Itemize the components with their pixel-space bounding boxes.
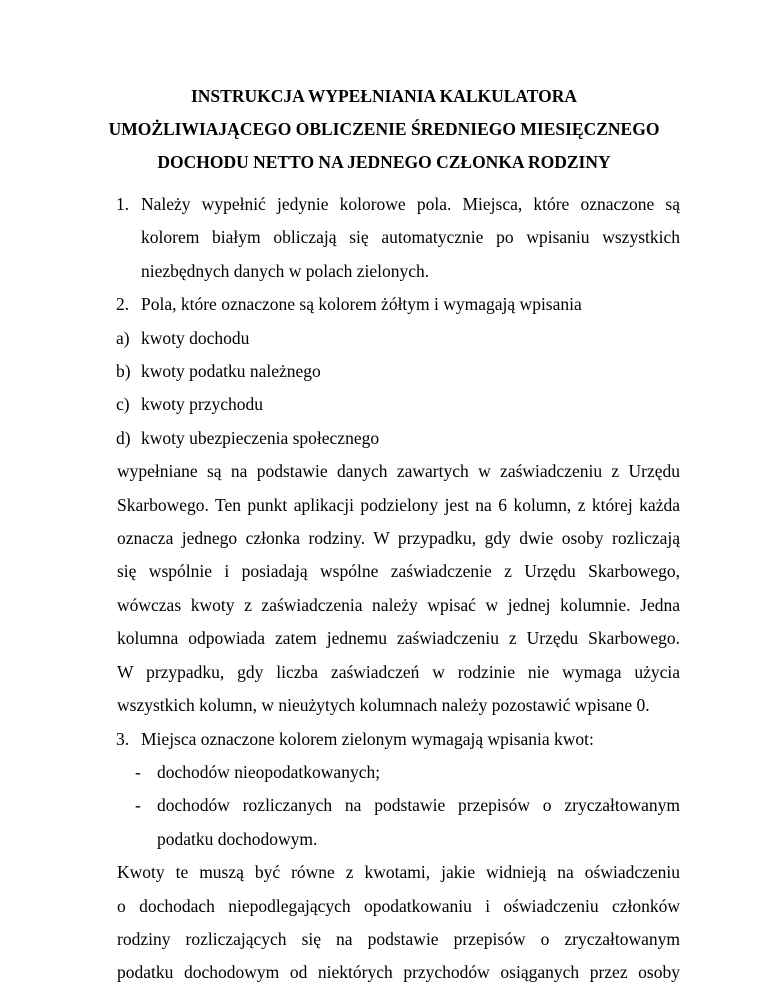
dash-marker: - (135, 761, 141, 782)
item-1-line-3: niezbędnych danych w polach zielonych. (141, 260, 430, 281)
item-number: 2. (116, 294, 130, 315)
item-3-line-1: Miejsca oznaczone kolorem zielonym wymagają wpisania kwot: (141, 728, 594, 749)
instruction-item-2 (117, 288, 680, 321)
item-number: 3. (116, 728, 130, 749)
paragraph-1-line-4: się wspólnie i posiadają wspólne zaświadczenie z Urzędu Skarbowego, (117, 561, 680, 582)
dash-marker: - (135, 795, 141, 816)
item-1-line-2: kolorem białym obliczają się automatycznie po wpisaniu wszystkich (141, 227, 680, 248)
paragraph-1-line-2: Skarbowego. Ten punkt aplikacji podzielony jest na 6 kolumn, z której każda (117, 494, 680, 515)
paragraph-1-line-7: W przypadku, gdy liczba zaświadczeń w rodzinie nie wymaga użycia (117, 661, 680, 682)
sub-item-text: kwoty ubezpieczenia społecznego (141, 427, 380, 448)
sub-item-text: kwoty dochodu (141, 327, 250, 348)
instruction-item-1 (117, 188, 680, 288)
sub-item-text: kwoty przychodu (141, 394, 263, 415)
item-1-line-1: Należy wypełnić jedynie kolorowe pola. Miejsca, które oznaczone są (141, 194, 680, 214)
dash-item-2 (117, 789, 680, 856)
sub-item-c (117, 388, 680, 421)
paragraph-2-line-3: rodziny rozliczających się na podstawie przepisów o zryczałtowanym (117, 928, 680, 949)
paragraph-1-line-6: kolumna odpowiada zatem jednemu zaświadczeniu z Urzędu Skarbowego. (117, 628, 680, 649)
paragraph-1 (117, 455, 680, 722)
paragraph-1-line-1: wypełniane są na podstawie danych zawartych w zaświadczeniu z Urzędu (117, 461, 680, 482)
item-2-line-1: Pola, które oznaczone są kolorem żółtym i wymagają wpisania (141, 294, 582, 315)
sub-item-letter: a) (116, 327, 130, 348)
document-body (117, 188, 680, 990)
sub-item-letter: c) (116, 394, 130, 415)
paragraph-1-line-5: wówczas kwoty z zaświadczenia należy wpisać w jednej kolumnie. Jedna (117, 594, 680, 615)
sub-item-b (117, 355, 680, 388)
paragraph-2-line-4: podatku dochodowym od niektórych przychodów osiąganych przez osoby (117, 962, 680, 983)
sub-item-text: kwoty podatku należnego (141, 361, 321, 382)
paragraph-2-line-2: o dochodach niepodlegających opodatkowaniu i oświadczeniu członków (117, 895, 680, 916)
item-number: 1. (116, 194, 130, 214)
paragraph-1-line-3: oznacza jednego członka rodziny. W przypadku, gdy dwie osoby rozliczają (117, 528, 680, 549)
sub-item-a (117, 322, 680, 355)
paragraph-2-line-1: Kwoty te muszą być równe z kwotami, jakie widnieją na oświadczeniu (117, 862, 680, 883)
dash-item-1 (117, 756, 680, 789)
sub-item-letter: d) (116, 427, 131, 448)
paragraph-2 (117, 856, 680, 990)
dash-item-2-line-2: podatku dochodowym. (157, 828, 318, 849)
dash-item-2-line-1: dochodów rozliczanych na podstawie przepisów o zryczałtowanym (157, 795, 680, 816)
title-line-2: UMOŻLIWIAJĄCEGO OBLICZENIE ŚREDNIEGO MIESIĘCZNEGO (108, 119, 660, 139)
instruction-item-3 (117, 723, 680, 756)
title-line-3: DOCHODU NETTO NA JEDNEGO CZŁONKA RODZINY (157, 152, 611, 172)
document-title (0, 80, 768, 179)
sub-item-d (117, 422, 680, 455)
title-line-1: INSTRUKCJA WYPEŁNIANIA KALKULATORA (190, 86, 578, 106)
sub-item-letter: b) (116, 361, 131, 382)
dash-item-1-text: dochodów nieopodatkowanych; (157, 761, 381, 782)
paragraph-1-line-8: wszystkich kolumn, w nieużytych kolumnach należy pozostawić wpisane 0. (117, 695, 650, 716)
